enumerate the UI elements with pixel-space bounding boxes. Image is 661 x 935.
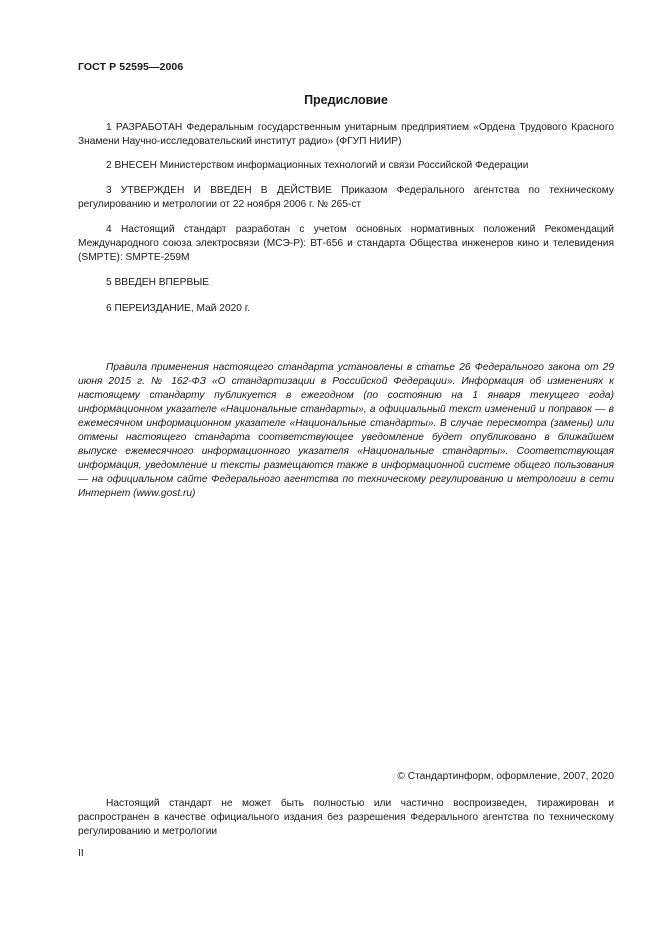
preface-item-introduced: 2 ВНЕСЕН Министерством информационных технологий и связи Российской Федерации (106, 160, 529, 171)
preface-item-reissue: 6 ПЕРЕИЗДАНИЕ, Май 2020 г. (106, 303, 251, 314)
copyright-line: © Стандартинформ, оформление, 2007, 2020 (397, 771, 614, 782)
preface-item-approved: 3 УТВЕРЖДЕН И ВВЕДЕН В ДЕЙСТВИЕ Приказом Федерального агентства по техническому регулированию и метрологии от 22 ноября 2006 г. № 265-ст (78, 185, 614, 211)
preface-item-first-introduced: 5 ВВЕДЕН ВПЕРВЫЕ (106, 277, 210, 288)
reproduction-notice: Настоящий стандарт не может быть полностью или частично воспроизведен, тиражирован и распространен в качестве официального издания без разрешения Федерального агентства по техническому регулированию и метрологии (78, 798, 614, 837)
page-number: II (78, 848, 84, 859)
standard-application-notice: Правила применения настоящего стандарта установлены в статье 26 Федерального закона от 29 июня 2015 г. № 162-ФЗ «О стандартизации в Российской Федерации». Информация об изменениях к настоящему стандарту публикуется в ежегодном (по состоянию на 1 января текущего года) информационном указателе «Национальные стандарты», а официальный текст изменений и поправок — в ежемесячном информационном указателе «Национальные стандарты». В случае пересмотра (замены) или отмены настоящего стандарта соответствующее уведомление будет опубликовано в ближайшем выпуске ежемесячного информационного указателя «Национальные стандарты». Соответствующая информация, уведомление и тексты размещаются также в информационной системе общего пользования — на официальном сайте Федерального агентства по техническому регулированию и метрологии в сети Интернет (www.gost.ru) (78, 362, 614, 499)
preface-item-basis: 4 Настоящий стандарт разработан с учетом основных нормативных положений Рекомендаций Международного союза электросвязи (МСЭ-Р): ВТ-656 и стандарта Общества инженеров кино и телевидения (SMPTE): SMPTE-259M (78, 224, 614, 264)
document-code: ГОСТ Р 52595—2006 (78, 61, 184, 73)
preface-item-developed: 1 РАЗРАБОТАН Федеральным государственным унитарным предприятием «Ордена Трудового Красного Знамени Научно-исследовательский институт радио» (ФГУП НИИР) (78, 122, 614, 148)
preface-title: Предисловие (304, 93, 388, 107)
